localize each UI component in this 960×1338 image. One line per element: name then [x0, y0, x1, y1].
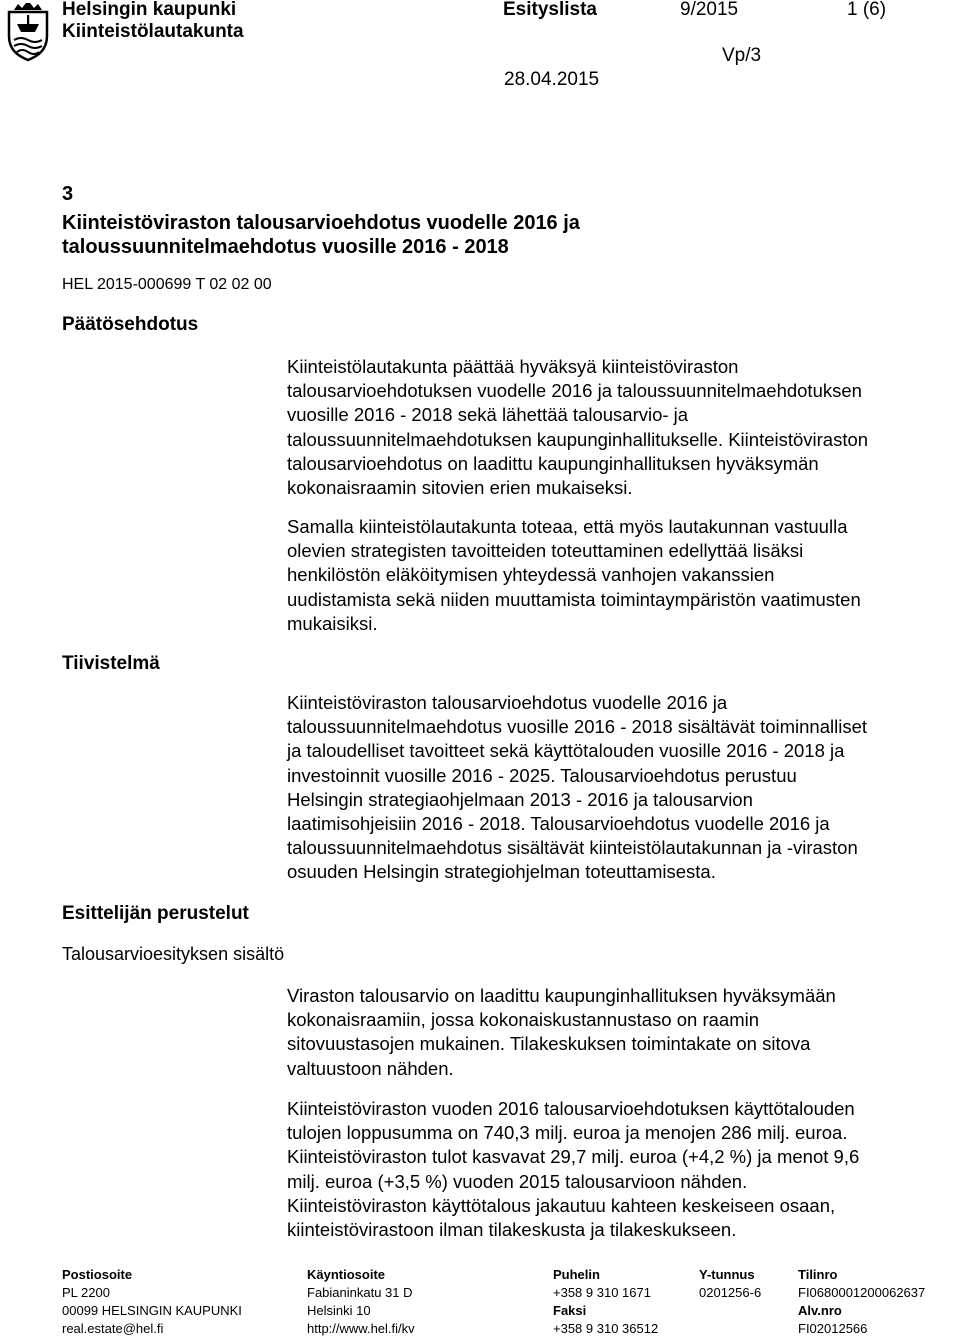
text-line: ja taloudelliset tavoitteet sekä käyttötalouden vuosille 2016 - 2018 ja — [287, 740, 845, 762]
text-line: kokonaisraamin sitovien erien mukaiseksi. — [287, 477, 633, 499]
footer-postal-address — [62, 1266, 242, 1338]
text-line: mukaisiksi. — [287, 612, 378, 634]
item-reference: Vp/3 — [722, 45, 762, 66]
footer-postal-title: Postiosoite — [62, 1267, 133, 1282]
meeting-date: 28.04.2015 — [504, 69, 600, 90]
text-line: vuosille 2016 - 2018 sekä lähettää talousarvio- ja — [287, 404, 689, 426]
footer-vat-value: FI02012566 — [798, 1321, 868, 1336]
text-line: olevien strategisten tavoitteiden toteuttaminen edellyttää lisäksi — [287, 540, 804, 562]
text-line: investoinnit vuosille 2016 - 2025. Talousarvioehdotus perustuu — [287, 764, 797, 786]
proposal-paragraph-2 — [287, 515, 947, 636]
text-line: taloussuunnitelmaehdotuksen kaupunginhallitukselle. Kiinteistöviraston — [287, 428, 869, 450]
text-line: Kiinteistöviraston tulot kasvavat 29,7 milj. euroa (+4,2 %) ja menot 9,6 — [287, 1146, 860, 1168]
text-line: taloussuunnitelmaehdotus vuosille 2016 - 2018 sisältävät toiminnalliset — [287, 716, 868, 738]
text-line: Kiinteistölautakunta päättää hyväksyä kiinteistöviraston — [287, 356, 739, 377]
item-title-line-2: taloussuunnitelmaehdotus vuosille 2016 - 2018 — [62, 236, 509, 258]
footer-visit-street: Fabianinkatu 31 D — [307, 1285, 413, 1300]
footer-visit-city: Helsinki 10 — [307, 1303, 371, 1318]
text-line: henkilöstön eläköitymisen yhteydessä vanhojen vakanssien — [287, 564, 775, 586]
footer-account-title: Tilinro — [798, 1267, 838, 1282]
footer-postal-city: 00099 HELSINGIN KAUPUNKI — [62, 1303, 242, 1318]
text-line: Kiinteistöviraston vuoden 2016 talousarvioehdotuksen käyttötalouden — [287, 1098, 855, 1119]
text-line: Kiinteistöviraston talousarvioehdotus vuodelle 2016 ja — [287, 692, 728, 713]
text-line: Samalla kiinteistölautakunta toteaa, että myös lautakunnan vastuulla — [287, 516, 848, 537]
diary-number: HEL 2015-000699 T 02 02 00 — [62, 276, 272, 293]
budget-contents-subheading: Talousarvioesityksen sisältö — [62, 944, 285, 964]
text-line: Helsingin strategiaohjelmaan 2013 - 2016 ja talousarvion — [287, 788, 753, 810]
footer-account — [798, 1266, 925, 1338]
text-line: sitovuustasojen mukainen. Tilakeskuksen toimintakate on sitova — [287, 1033, 811, 1055]
footer-website-link[interactable]: http://www.hel.fi/kv — [307, 1321, 415, 1336]
text-line: osuuden Helsingin strategiohjelman toteuttamisesta. — [287, 861, 716, 883]
department-name: Kiinteistölautakunta — [62, 21, 244, 42]
footer-business-id — [699, 1266, 761, 1302]
helsinki-coat-of-arms-logo — [4, 2, 52, 62]
text-line: kokonaisraamiin, jossa kokonaiskustannustaso on raamin — [287, 1009, 760, 1031]
text-line: laatimisohjeisiin 2016 - 2018. Talousarvioehdotus vuodelle 2016 ja — [287, 813, 830, 835]
footer-phone-number: +358 9 310 1671 — [553, 1285, 651, 1300]
footer-email-link[interactable]: real.estate@hel.fi — [62, 1321, 164, 1336]
budget-paragraph-2 — [287, 1097, 947, 1242]
footer-postal-box: PL 2200 — [62, 1285, 110, 1300]
footer-fax-title: Faksi — [553, 1303, 587, 1318]
proposal-paragraph — [287, 355, 947, 500]
text-line: valtuustoon nähden. — [287, 1057, 454, 1079]
text-line: kiinteistövirastoon ilman tilakeskusta ja tilakeskukseen. — [287, 1219, 737, 1241]
proposal-heading: Päätösehdotus — [62, 314, 199, 335]
text-line: taloussuunnitelmaehdotus sisältävät kiinteistölautakunnan ja -viraston — [287, 837, 858, 859]
presenter-heading: Esittelijän perustelut — [62, 903, 249, 924]
meeting-number: 9/2015 — [680, 0, 739, 20]
footer-business-id-title: Y-tunnus — [699, 1267, 755, 1282]
text-line: milj. euroa (+3,5 %) vuoden 2015 talousarvioon nähden. — [287, 1170, 748, 1192]
item-title-line-1: Kiinteistöviraston talousarvioehdotus vuodelle 2016 ja — [62, 212, 580, 234]
summary-paragraph — [287, 691, 947, 885]
footer-phone-title: Puhelin — [553, 1267, 600, 1282]
text-line: uudistamista sekä niiden muuttamista toimintaympäristön vaatimusten — [287, 588, 861, 610]
text-line: tulojen loppusumma on 740,3 milj. euroa ja menojen 286 milj. euroa. — [287, 1122, 848, 1144]
budget-paragraph-1 — [287, 984, 947, 1081]
org-name: Helsingin kaupunki — [62, 0, 237, 20]
footer-fax-number: +358 9 310 36512 — [553, 1321, 659, 1336]
footer-phone — [553, 1266, 658, 1338]
page-number: 1 (6) — [847, 0, 887, 20]
document-type: Esityslista — [503, 0, 597, 20]
summary-heading: Tiivistelmä — [62, 653, 160, 674]
text-line: talousarvioehdotuksen vuodelle 2016 ja taloussuunnitelmaehdotuksen — [287, 380, 862, 402]
item-number: 3 — [62, 183, 74, 205]
footer-visit-title: Käyntiosoite — [307, 1267, 386, 1282]
text-line: Kiinteistöviraston käyttötalous jakautuu kahteen keskeiseen osaan, — [287, 1194, 836, 1216]
footer-vat-title: Alv.nro — [798, 1303, 842, 1318]
text-line: Viraston talousarvio on laadittu kaupunginhallituksen hyväksymään — [287, 985, 836, 1006]
footer-business-id-value: 0201256-6 — [699, 1285, 762, 1300]
text-line: talousarvioehdotus on laadittu kaupunginhallituksen hyväksymän — [287, 452, 819, 474]
footer-account-value: FI0680001200062637 — [798, 1285, 926, 1300]
footer-visiting-address — [307, 1266, 415, 1338]
